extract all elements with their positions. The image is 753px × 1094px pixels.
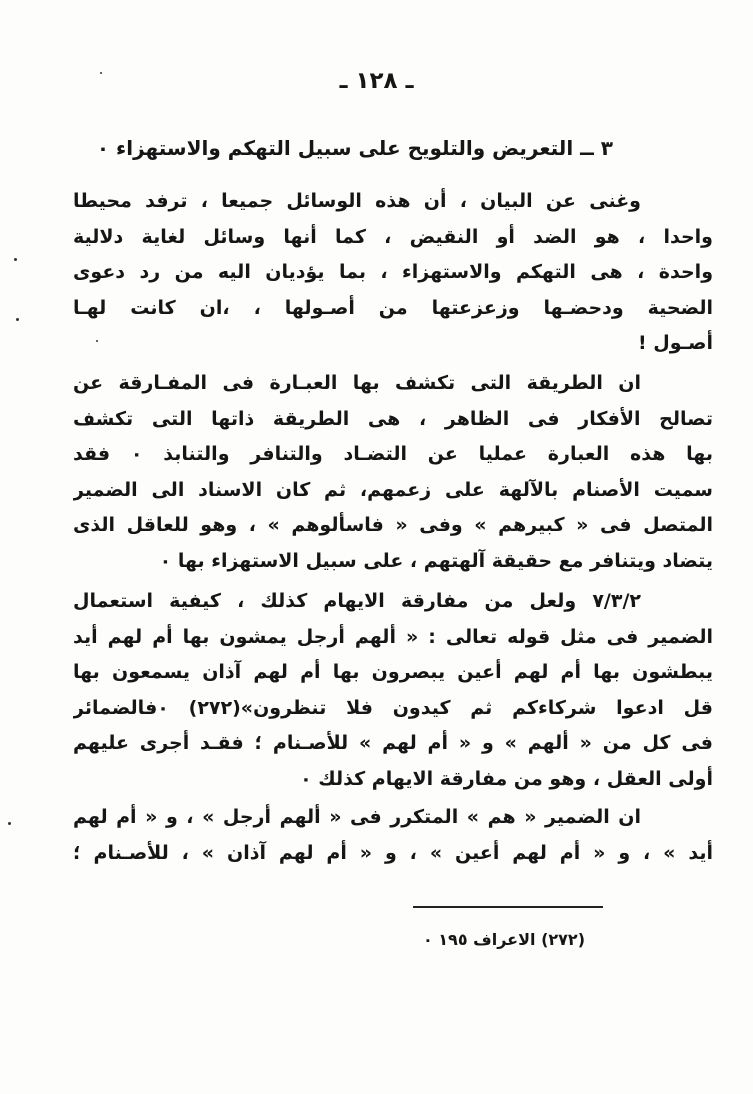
page-number: ـ ١٢٨ ـ <box>339 68 414 94</box>
paragraph-line: المتصل فى « كبيرهم » وفى « فاسألوهم » ، وهو للعاقل الذى <box>73 514 713 536</box>
scan-speck <box>16 318 19 321</box>
scan-speck <box>14 258 17 261</box>
scan-speck <box>96 340 98 342</box>
paragraph-line: واحدا ، هو الضد أو النقيض ، كما أنها وسائل لغاية دلالية <box>73 225 713 248</box>
footnote-divider <box>413 906 603 908</box>
paragraph-line: ان الضمير « هم » المتكرر فى « ألهم أرجل » ، و « أم لهم <box>73 806 641 828</box>
scan-speck <box>100 72 102 74</box>
paragraph-line: الضحية ودحضـها وزعزعتها من أصـولها ، ،ان كانت لهـا <box>73 296 713 319</box>
paragraph-line: الضمير فى مثل قوله تعالى : « ألهم أرجل يمشون بها أم لهم أيد <box>73 625 713 648</box>
footnote: (٢٧٢) الاعراف ١٩٥ ٠ <box>422 930 585 949</box>
paragraph-line: أيد » ، و « أم لهم أعين » ، و « أم لهم آذان » ، للأصـنام ؛ <box>73 841 713 864</box>
scan-speck <box>8 822 11 825</box>
paragraph-line: ان الطريقة التى تكشف بها العبـارة فى المفـارقة عن <box>73 372 641 394</box>
paragraph-line: فى كل من « ألهم » و « أم لهم » للأصـنام ؛ فقـد أجرى عليهم <box>73 732 713 754</box>
paragraph-line: ٧/٣/٢ ولعل من مفارقة الايهام كذلك ، كيفية استعمال <box>73 590 641 612</box>
paragraph-line: أصـول ! <box>637 332 713 354</box>
paragraph-4 <box>73 800 713 871</box>
paragraph-line: واحدة ، هى التهكم والاستهزاء ، بما يؤديان اليه من رد دعوى <box>73 261 713 283</box>
paragraph-line: تصالح الأفكار فى الظاهر ، هى الطريقة ذاتها التى تكشف <box>73 407 713 430</box>
paragraph-2 <box>73 366 713 579</box>
paragraph-line: بها هذه العبارة عمليا عن التضـاد والتنافر والتنابذ ٠ فقد <box>73 443 713 465</box>
paragraph-line: وغنى عن البيان ، أن هذه الوسائل جميعا ، ترفد محيطا <box>73 190 641 212</box>
paragraph-line: يتضاد ويتنافر مع حقيقة آلهتهم ، على سبيل الاستهزاء بها ٠ <box>159 549 713 572</box>
paragraph-line: أولى العقل ، وهو من مفارقة الايهام كذلك ٠ <box>300 767 713 790</box>
paragraph-3 <box>73 584 713 797</box>
paragraph-1 <box>73 184 713 362</box>
paragraph-line: يبطشون بها أم لهم أعين يبصرون بها أم لهم آذان يسمعون بها <box>73 661 713 683</box>
paragraph-line: سميت الأصنام بالآلهة على زعمهم، ثم كان الاسناد الى الضمير <box>73 478 713 501</box>
section-heading: ٣ ــ التعريض والتلويح على سبيل التهكم والاستهزاء ٠ <box>96 136 613 160</box>
paragraph-line: قل ادعوا شركاءكم ثم كيدون فلا تنظرون»(٢٧٢) ٠فالضمائر <box>73 696 713 719</box>
